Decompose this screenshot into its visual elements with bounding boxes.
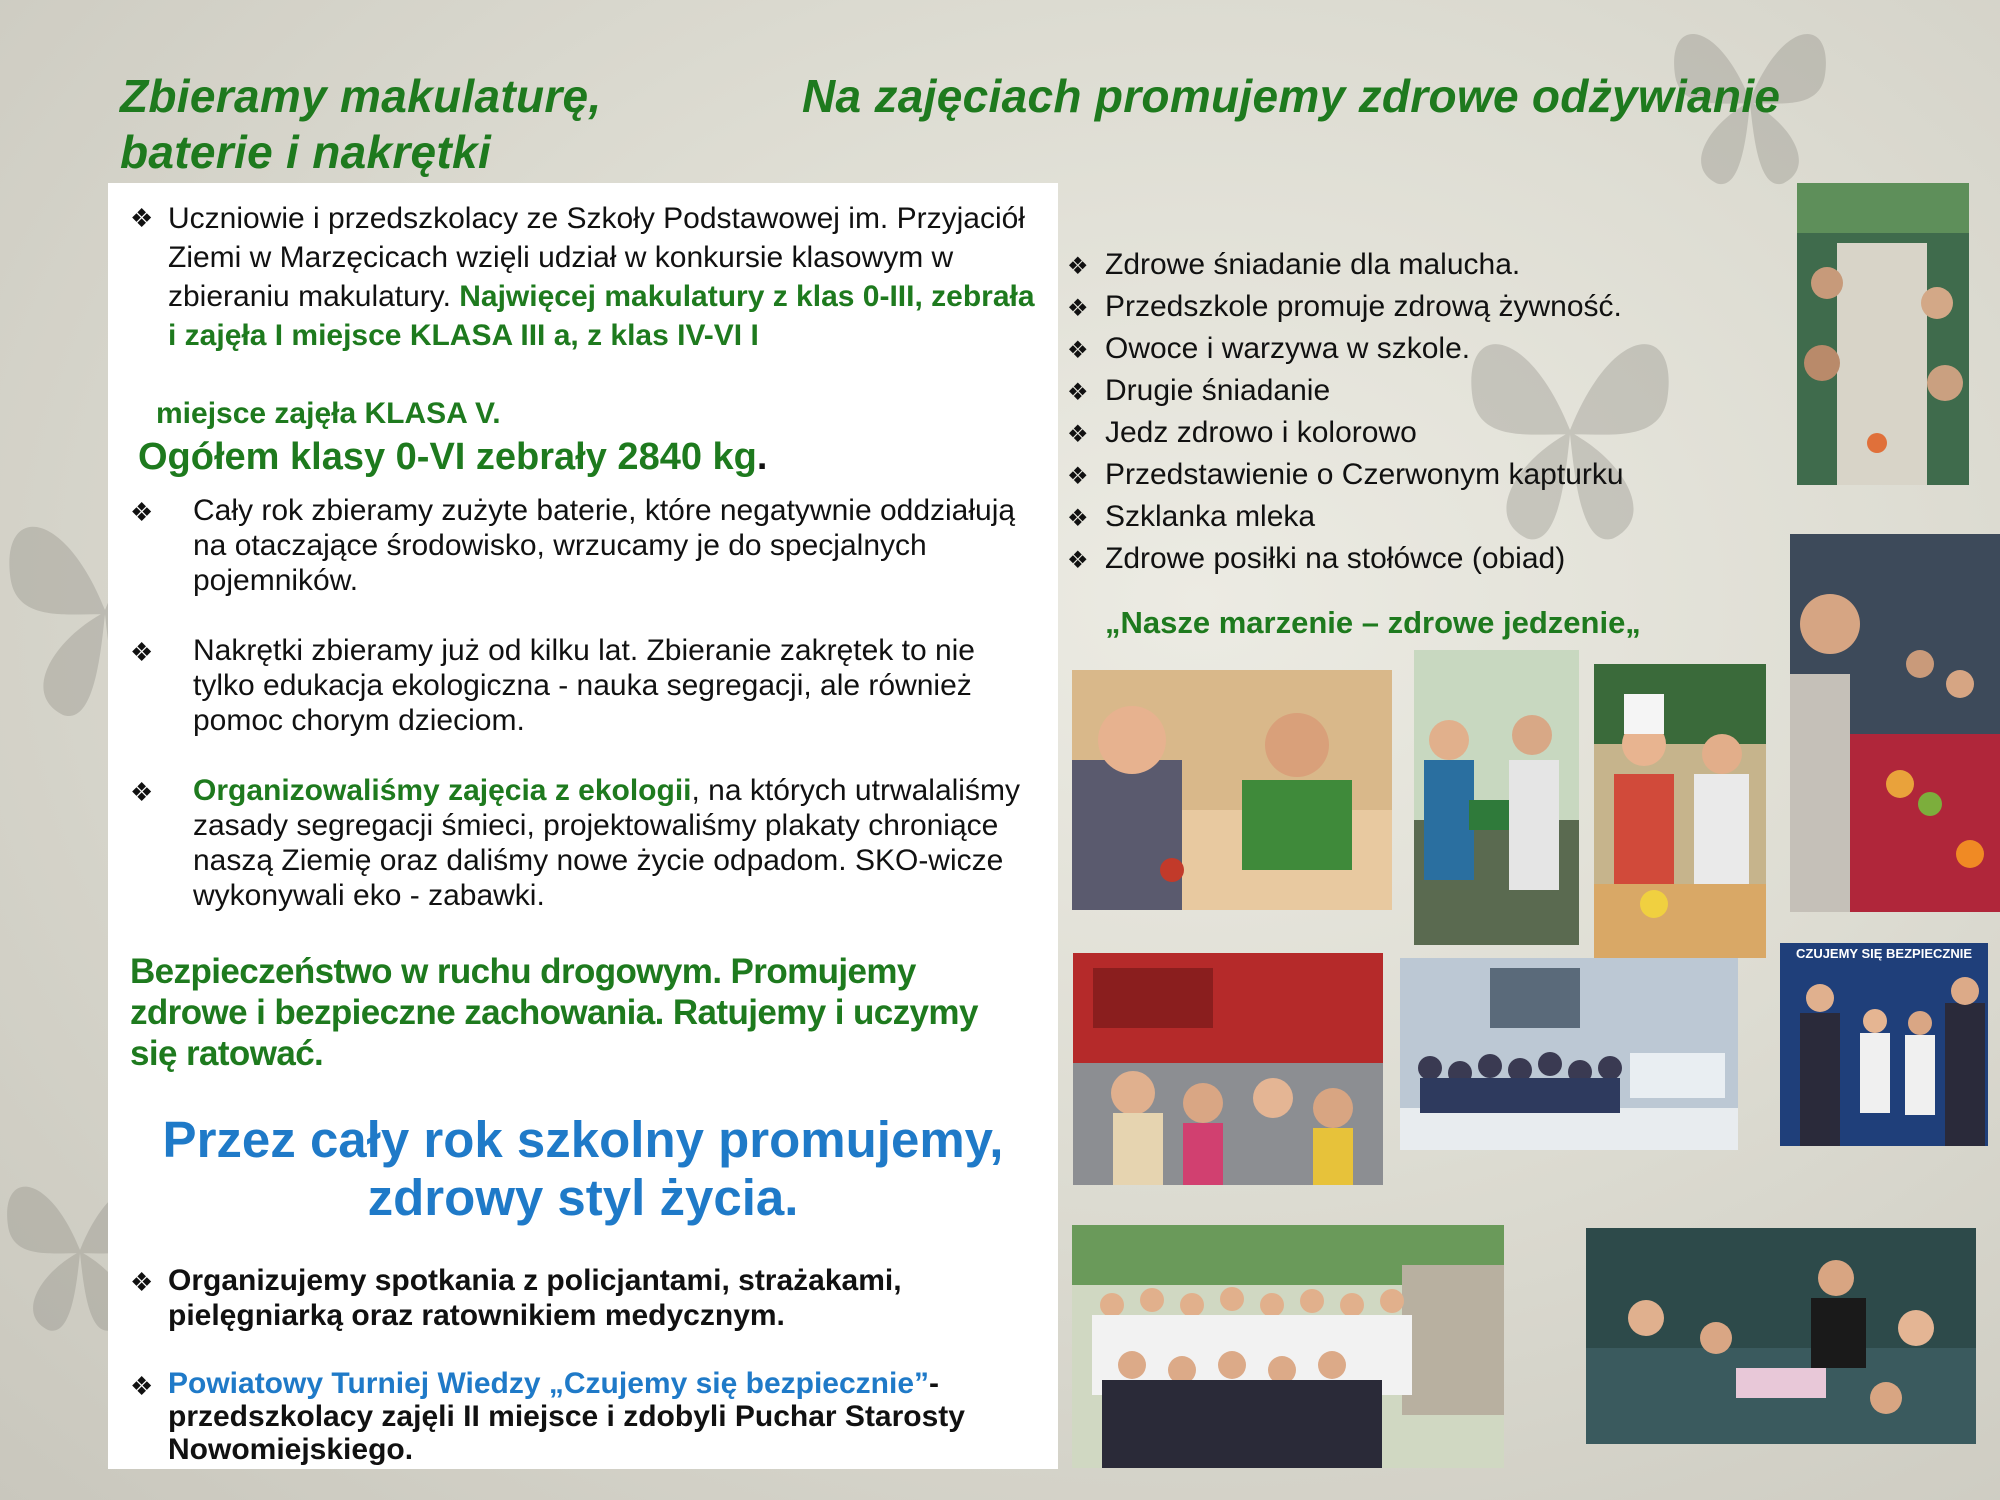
photo-fruit-buffet: [1790, 534, 2000, 912]
diamond-four-bullet-icon: ❖: [1067, 547, 1089, 574]
diamond-four-bullet-icon: ❖: [1067, 337, 1089, 364]
diamond-four-bullet-icon: ❖: [1067, 505, 1089, 532]
diamond-four-bullet-icon: ❖: [1067, 421, 1089, 448]
tournament-paragraph: [168, 1367, 1048, 1466]
diamond-four-bullet-icon: ❖: [130, 497, 154, 527]
photo-police-visit-group: [1400, 958, 1738, 1150]
diamond-four-bullet-icon: ❖: [130, 203, 154, 233]
ecology-classes-text: , na których utrwalaliśmy zasady segregacji śmieci, projektowaliśmy plakaty chroniące naszą Ziemię oraz daliśmy nowe życie odpadom. SKO-wicze wykonywali eko - zabawki.: [193, 774, 1020, 912]
paper-collection-text: Uczniowie i przedszkolacy ze Szkoły Podstawowej im. Przyjaciół Ziemi w Marzęcicach wzięli udział w konkursie klasowym w zbieraniu makulatury.: [168, 202, 1025, 313]
diamond-four-bullet-icon: ❖: [130, 1371, 154, 1401]
healthy-eating-list-item-label: Owoce i warzywa w szkole.: [1105, 332, 1471, 365]
healthy-lifestyle-slogan: Przez cały rok szkolny promujemy, zdrowy styl życia.: [162, 1111, 1004, 1226]
photo-children-with-fruit: [1414, 650, 1579, 945]
tournament-title: Powiatowy Turniej Wiedzy „Czujemy się bezpiecznie”: [168, 1367, 930, 1400]
diamond-four-bullet-icon: ❖: [1067, 379, 1089, 406]
heading-healthy-eating: Na zajęciach promujemy zdrowe odżywianie: [802, 70, 1781, 122]
photo-children-eating: [1072, 670, 1392, 910]
healthy-eating-list-item-label: Drugie śniadanie: [1105, 374, 1331, 407]
paper-collection-paragraph: [168, 199, 1038, 355]
meetings-paragraph: Organizujemy spotkania z policjantami, strażakami, pielęgniarką oraz ratownikiem medycznym.: [168, 1264, 902, 1332]
tournament-result: -przedszkolacy zajęli II miejsce i zdobyli Puchar Starosty Nowomiejskiego.: [168, 1367, 965, 1466]
road-safety-heading: Bezpieczeństwo w ruchu drogowym. Promujemy zdrowe i bezpieczne zachowania. Ratujemy i uczymy się ratować.: [130, 952, 978, 1073]
total-dot: .: [756, 436, 768, 478]
photo-fire-station-visit: [1073, 953, 1383, 1185]
photo-class-group-portrait: [1072, 1225, 1504, 1468]
healthy-eating-list-item: [1067, 329, 1717, 371]
paper-collection-total: [138, 436, 767, 479]
healthy-eating-list-item-label: Jedz zdrowo i kolorowo: [1105, 416, 1417, 449]
healthy-food-motto: „Nasze marzenie – zdrowe jedzenie„: [1105, 605, 1641, 640]
diamond-four-bullet-icon: ❖: [130, 1267, 154, 1297]
total-text: Ogółem klasy 0-VI zebrały 2840 kg: [138, 436, 757, 478]
batteries-paragraph: Cały rok zbieramy zużyte baterie, które negatywnie oddziałują na otaczające środowisko, wrzucamy je do specjalnych pojemników.: [193, 494, 1016, 597]
healthy-eating-list-item: [1067, 497, 1717, 539]
paper-collection-winners-tail: miejsce zajęła KLASA V.: [156, 397, 501, 430]
healthy-eating-list-item: [1067, 287, 1717, 329]
paper-collection-winners: Najwięcej makulatury z klas 0-III, zebrała i zajęła I miejsce KLASA III a, z klas IV-VI I: [168, 280, 1035, 352]
heading-recycling: Zbieramy makulaturę, baterie i nakrętki: [120, 70, 602, 178]
diamond-four-bullet-icon: ❖: [1067, 295, 1089, 322]
healthy-eating-list-item: [1067, 371, 1717, 413]
photo-little-chefs: [1594, 664, 1766, 958]
ecology-classes-paragraph: [193, 773, 1033, 913]
healthy-eating-list-item-label: Zdrowe posiłki na stołówce (obiad): [1105, 542, 1566, 575]
healthy-eating-list-item-label: Zdrowe śniadanie dla malucha.: [1105, 248, 1521, 281]
healthy-eating-list: [1067, 245, 1717, 581]
photo-first-aid-training: [1586, 1228, 1976, 1444]
diamond-four-bullet-icon: ❖: [130, 637, 154, 667]
photo-children-lunch-table: [1797, 183, 1969, 485]
photo-safety-tournament-award: [1780, 943, 1988, 1146]
healthy-eating-list-item-label: Przedszkole promuje zdrową żywność.: [1105, 290, 1622, 323]
healthy-eating-list-item: [1067, 455, 1717, 497]
healthy-eating-list-item: [1067, 245, 1717, 287]
healthy-eating-list-item: [1067, 413, 1717, 455]
award-photo-caption: CZUJEMY SIĘ BEZPIECZNIE: [1795, 946, 1972, 961]
content-panel: [108, 183, 1058, 1469]
healthy-eating-list-item: [1067, 539, 1717, 581]
diamond-four-bullet-icon: ❖: [1067, 253, 1089, 280]
diamond-four-bullet-icon: ❖: [130, 777, 154, 807]
diamond-four-bullet-icon: ❖: [1067, 463, 1089, 490]
healthy-eating-list-item-label: Przedstawienie o Czerwonym kapturku: [1105, 458, 1624, 491]
ecology-classes-highlight: Organizowaliśmy zajęcia z ekologii: [193, 774, 692, 807]
bottle-caps-paragraph: Nakrętki zbieramy już od kilku lat. Zbieranie zakrętek to nie tylko edukacja ekologiczna - nauka segregacji, ale również pomoc chorym dzieciom.: [193, 634, 975, 737]
healthy-eating-list-item-label: Szklanka mleka: [1105, 500, 1316, 533]
